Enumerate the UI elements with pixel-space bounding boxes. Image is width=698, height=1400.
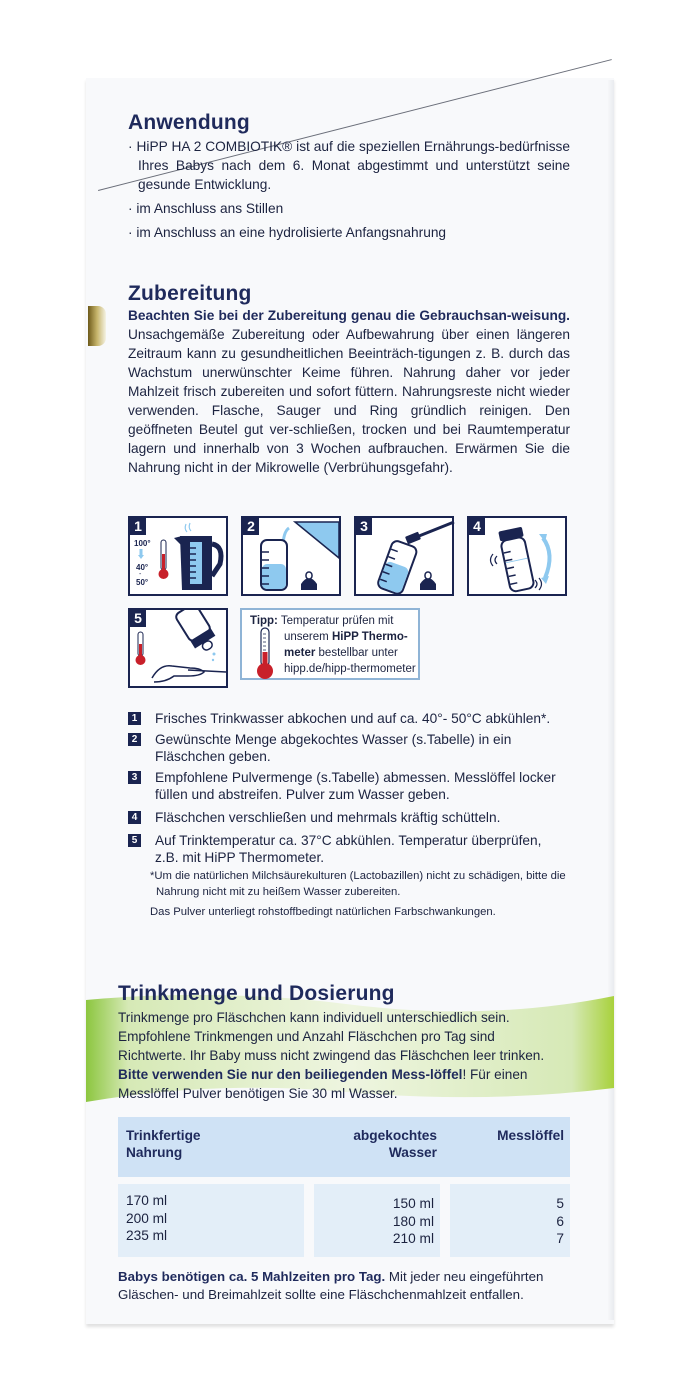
preparation-steps	[128, 710, 568, 920]
anwendung-bullet: · im Anschluss an eine hydrolisierte Anfangsnahrung	[128, 225, 447, 240]
table-cell: 150 ml	[392, 1196, 434, 1211]
tip-label: Tipp:	[250, 615, 278, 627]
meals-note-bold: Babys benötigen ca. 5 Mahlzeiten pro Tag.	[118, 1269, 386, 1284]
meals-note	[118, 1268, 570, 1304]
tip-fragment: meter	[284, 647, 316, 659]
svg-text:40°: 40°	[136, 563, 149, 572]
footnote: *Um die natürlichen Milchsäurekulturen (Lactobazillen) nicht zu schädigen, bitte die Nahrung nicht mit zu heißem Wasser zubereiten.	[150, 870, 566, 898]
table-cell: 5	[556, 1196, 564, 1211]
zubereitung-paragraph	[128, 306, 570, 477]
pictogram-step-2	[241, 516, 341, 596]
step-text: Frisches Trinkwasser abkochen und auf ca. 40°- 50°C abkühlen*.	[155, 711, 551, 726]
svg-text:100°: 100°	[134, 539, 151, 548]
package-edge	[608, 80, 614, 1320]
table-cell: 180 ml	[392, 1213, 434, 1229]
table-cell: 170 ml	[126, 1193, 168, 1208]
column-nahrung	[118, 1184, 304, 1257]
pictogram-step-4	[467, 516, 567, 596]
step-item	[128, 809, 568, 826]
dosierung-heading: Trinkmenge und Dosierung	[118, 982, 395, 1005]
header-abgekochtes-wasser	[353, 1127, 437, 1161]
package-flap	[88, 306, 106, 346]
tip-box	[240, 608, 420, 680]
step-text: Fläschchen verschließen und mehrmals kräftig schütteln.	[155, 810, 501, 825]
table-cell: 6	[556, 1213, 564, 1229]
tip-line	[250, 645, 418, 661]
tip-line	[250, 629, 418, 645]
tip-text	[250, 613, 418, 677]
step-item	[128, 731, 568, 765]
step-text: Empfohlene Pulvermenge (s.Tabelle) abmessen. Messlöffel locker füllen und abstreifen. Pulver zum Wasser geben.	[155, 770, 556, 802]
step-item	[128, 832, 568, 866]
header-line: Trinkfertige	[126, 1128, 201, 1143]
color-note: Das Pulver unterliegt rohstoffbedingt natürlichen Farbschwankungen.	[150, 906, 496, 918]
step-number: 4	[128, 811, 141, 824]
pictogram-step-1	[128, 516, 228, 596]
header-trinkfertige-nahrung	[126, 1127, 201, 1161]
table-header	[118, 1117, 570, 1177]
column-messloeffel	[450, 1184, 570, 1257]
pictogram-number: 3	[356, 518, 372, 535]
step-item	[128, 710, 568, 727]
svg-text:50°: 50°	[136, 578, 149, 587]
dosierung-section	[118, 982, 560, 1103]
header-line: Wasser	[388, 1145, 437, 1160]
step-number: 1	[128, 712, 141, 725]
table-cell: 210 ml	[392, 1231, 434, 1246]
table-cell: 7	[556, 1231, 564, 1246]
pictogram-number: 5	[130, 610, 146, 627]
step-item	[128, 769, 568, 803]
header-line: abgekochtes	[353, 1128, 437, 1143]
anwendung-bullet: · im Anschluss ans Stillen	[128, 201, 284, 216]
step-number: 5	[128, 834, 141, 847]
table-cell: 235 ml	[126, 1228, 168, 1243]
zubereitung-section	[128, 282, 570, 477]
anwendung-section	[128, 111, 570, 242]
anwendung-heading: Anwendung	[128, 111, 250, 134]
dosierung-body: Trinkmenge pro Fläschchen kann individuell unterschiedlich sein. Empfohlene Trinkmengen und Anzahl Fläschchen pro Tag sind Richtwerte. Ihr Baby muss nicht zwingend das Fläschchen leer trinken.	[118, 1010, 545, 1063]
pictogram-number: 2	[243, 518, 259, 535]
tip-fragment: unserem	[284, 631, 332, 643]
dosierung-bold: Bitte verwenden Sie nur den beiliegenden Mess-löffel	[118, 1067, 463, 1082]
pictogram-step-5	[128, 608, 228, 688]
zubereitung-body: Unsachgemäße Zubereitung oder Aufbewahrung über einen längeren Zeitraum kann zu gesundheitlichen Beeinträch-tigungen z. B. durch das Wachstum unerwünschter Keime führen. Nahrung daher vor jeder Mahlzeit frisch zubereiten und sofort füttern. Nahrungsreste nicht wieder verwenden. Flasche, Sauger und Ring gründlich reinigen. Den geöffneten Beutel gut ver-schließen, trocken und bei Raumtemperatur lagern und innerhalb von 3 Wochen aufbrauchen. Erwärmen Sie die Nahrung nicht in der Mikrowelle (Verbrühungsgefahr).	[128, 327, 570, 475]
meals-note-text: Mit jeder neu eingeführten Gläschen- und Breimahlzeit sollte eine Fläschchenmahlzeit entfallen.	[118, 1269, 544, 1302]
tip-fragment: HiPP Thermo-	[331, 631, 408, 643]
column-wasser	[314, 1184, 440, 1257]
svg-text:-: -	[139, 571, 142, 578]
tip-url: hipp.de/hipp-thermometer	[284, 663, 416, 675]
zubereitung-bold-lead: Beachten Sie bei der Zubereitung genau die Gebrauchsan-weisung.	[128, 308, 570, 323]
step-number: 3	[128, 771, 141, 784]
tip-fragment: bestellbar unter	[315, 647, 398, 659]
zubereitung-heading: Zubereitung	[128, 282, 252, 305]
header-messloeffel: Messlöffel	[497, 1128, 564, 1143]
dosierung-tail: ! Für einen Messlöffel Pulver benötigen Sie 30 ml Wasser.	[118, 1067, 528, 1101]
pictogram-number: 1	[130, 518, 146, 535]
step-number: 2	[128, 733, 141, 746]
table-cell: 200 ml	[126, 1210, 168, 1226]
tip-line: Temperatur prüfen mit	[277, 615, 394, 627]
step-text: Auf Trinktemperatur ca. 37°C abkühlen. Temperatur überprüfen, z.B. mit HiPP Thermometer.	[155, 833, 542, 865]
dosing-table	[118, 1117, 570, 1257]
table-body	[118, 1184, 570, 1257]
anwendung-bullet: · HiPP HA 2 COMBIOTIK® ist auf die speziellen Ernährungs-bedürfnisse Ihres Babys nach dem 6. Monat abgestimmt und unterstützt seine gesunde Entwicklung.	[128, 139, 570, 192]
header-line: Nahrung	[126, 1145, 183, 1160]
dosierung-paragraph	[118, 1008, 560, 1103]
pictogram-step-3	[354, 516, 454, 596]
pictogram-number: 4	[469, 518, 485, 535]
step-text: Gewünschte Menge abgekochtes Wasser (s.Tabelle) in ein Fläschchen geben.	[155, 732, 512, 764]
